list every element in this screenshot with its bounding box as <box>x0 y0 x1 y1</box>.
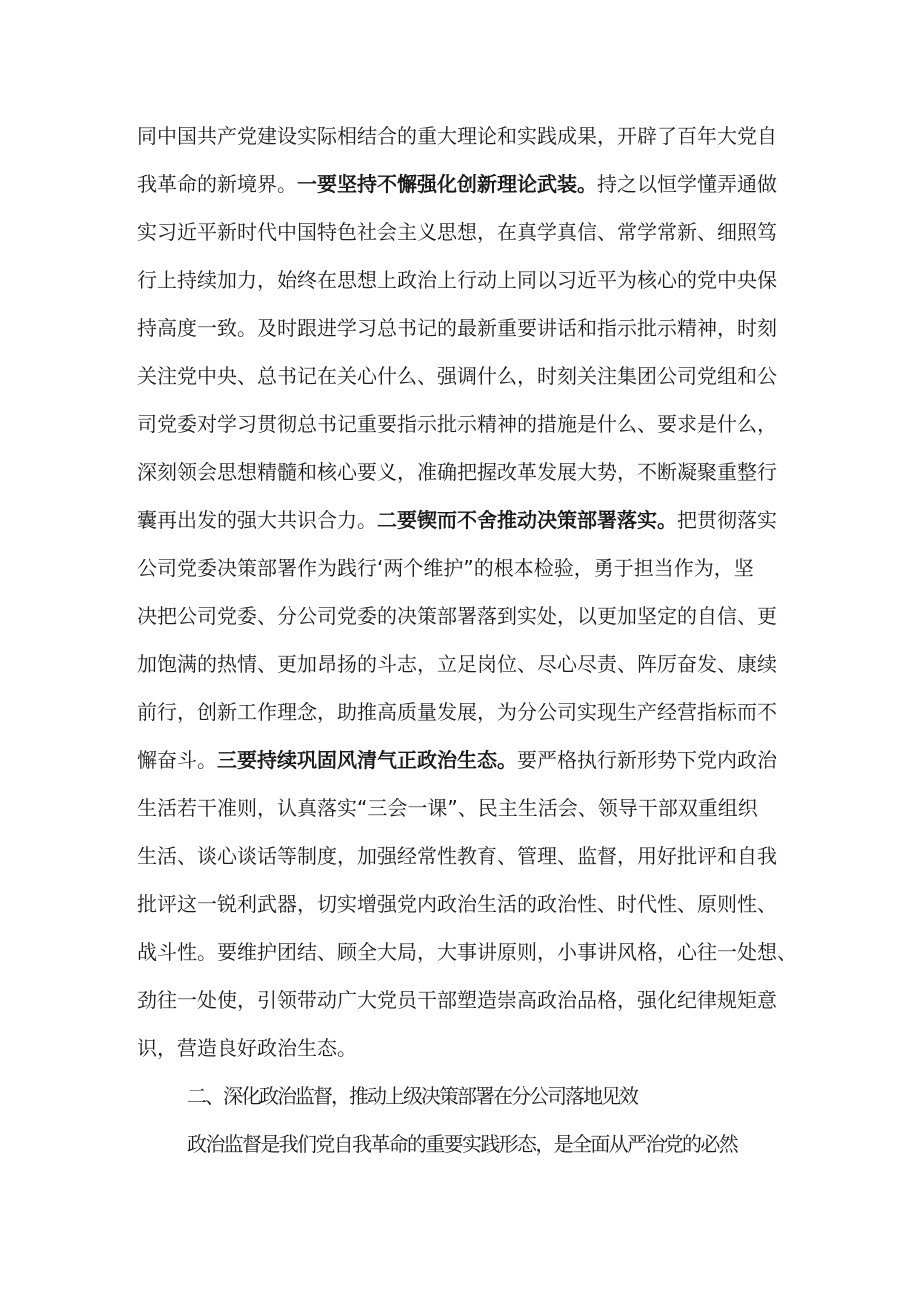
text-line <box>137 256 797 304</box>
bold-heading-text: 一要坚持不懈强化创新理论武装。 <box>297 172 597 196</box>
text-segment: 战斗性。要维护团结、顾全大局，大事讲原则，小事讲风格，心往一处想、 <box>137 940 797 964</box>
text-segment: 生活、谈心谈话等制度，加强经常性教育、管理、监督，用好批评和自我 <box>137 844 777 868</box>
text-segment: 前行，创新工作理念，助推高质量发展，为分公司实现生产经营指标而不 <box>137 700 777 724</box>
text-line <box>137 112 797 160</box>
text-segment: 二、深化政治监督，推动上级决策部署在分公司落地见效 <box>187 1084 637 1108</box>
bold-heading-text: 二要锲而不舍推动决策部署落实。 <box>377 508 677 532</box>
text-segment: 司党委对学习贯彻总书记重要指示批示精神的措施是什么、要求是什么， <box>137 412 777 436</box>
text-line <box>137 208 797 256</box>
text-line <box>137 832 797 880</box>
text-segment: 公司党委决策部署作为践行‘两个维护”的根本检验，勇于担当作为，坚 <box>137 556 754 580</box>
text-segment: 懈奋斗。 <box>137 748 217 772</box>
text-line <box>137 160 797 208</box>
text-line <box>137 1024 797 1072</box>
text-line <box>137 928 797 976</box>
text-segment: 批评这一锐利武器，切实增强党内政治生活的政治性、时代性、原则性、 <box>137 892 777 916</box>
text-segment: 政治监督是我们党自我革命的重要实践形态，是全面从严治党的必然 <box>187 1132 737 1156</box>
text-segment: 持高度一致。及时跟进学习总书记的最新重要讲话和指示批示精神，时刻 <box>137 316 777 340</box>
text-segment: 决把公司党委、分公司党委的决策部署落到实处，以更加坚定的自信、更 <box>137 604 777 628</box>
text-line <box>137 304 797 352</box>
body-text <box>137 112 797 1168</box>
text-line <box>137 736 797 784</box>
text-segment: 我革命的新境界。 <box>137 172 297 196</box>
text-segment: 识，营造良好政治生态。 <box>137 1036 357 1060</box>
text-line <box>137 640 797 688</box>
text-line <box>137 352 797 400</box>
text-line <box>137 544 797 592</box>
text-segment: 囊再出发的强大共识合力。 <box>137 508 377 532</box>
text-line <box>137 1072 797 1120</box>
text-segment: 持之以恒学懂弄通做 <box>597 172 777 196</box>
text-line <box>137 1120 797 1168</box>
text-line <box>137 880 797 928</box>
text-line <box>137 592 797 640</box>
text-segment: 同中国共产党建设实际相结合的重大理论和实践成果，开辟了百年大党自 <box>137 124 777 148</box>
text-segment: 把贯彻落实 <box>677 508 777 532</box>
text-segment: 行上持续加力，始终在思想上政治上行动上同以习近平为核心的党中央保 <box>137 268 777 292</box>
bold-heading-text: 三要持续巩固风清气正政治生态。 <box>217 748 517 772</box>
text-line <box>137 688 797 736</box>
text-segment: 生活若干准则，认真落实“三会一课”、民主生活会、领导干部双重组织 <box>137 796 758 820</box>
text-segment: 要严格执行新形势下党内政治 <box>517 748 777 772</box>
text-segment: 关注党中央、总书记在关心什么、强调什么，时刻关注集团公司党组和公 <box>137 364 777 388</box>
text-line <box>137 400 797 448</box>
text-line <box>137 448 797 496</box>
text-line <box>137 784 797 832</box>
text-segment: 加饱满的热情、更加昂扬的斗志，立足岗位、尽心尽责、阵厉奋发、康续 <box>137 652 777 676</box>
text-segment: 实习近平新时代中国特色社会主义思想，在真学真信、常学常新、细照笃 <box>137 220 777 244</box>
text-line <box>137 496 797 544</box>
text-segment: 深刻领会思想精髓和核心要义，准确把握改革发展大势，不断凝聚重整行 <box>137 460 777 484</box>
text-segment: 劲往一处使，引领带动广大党员干部塑造崇高政治品格，强化纪律规矩意 <box>137 988 777 1012</box>
text-line <box>137 976 797 1024</box>
